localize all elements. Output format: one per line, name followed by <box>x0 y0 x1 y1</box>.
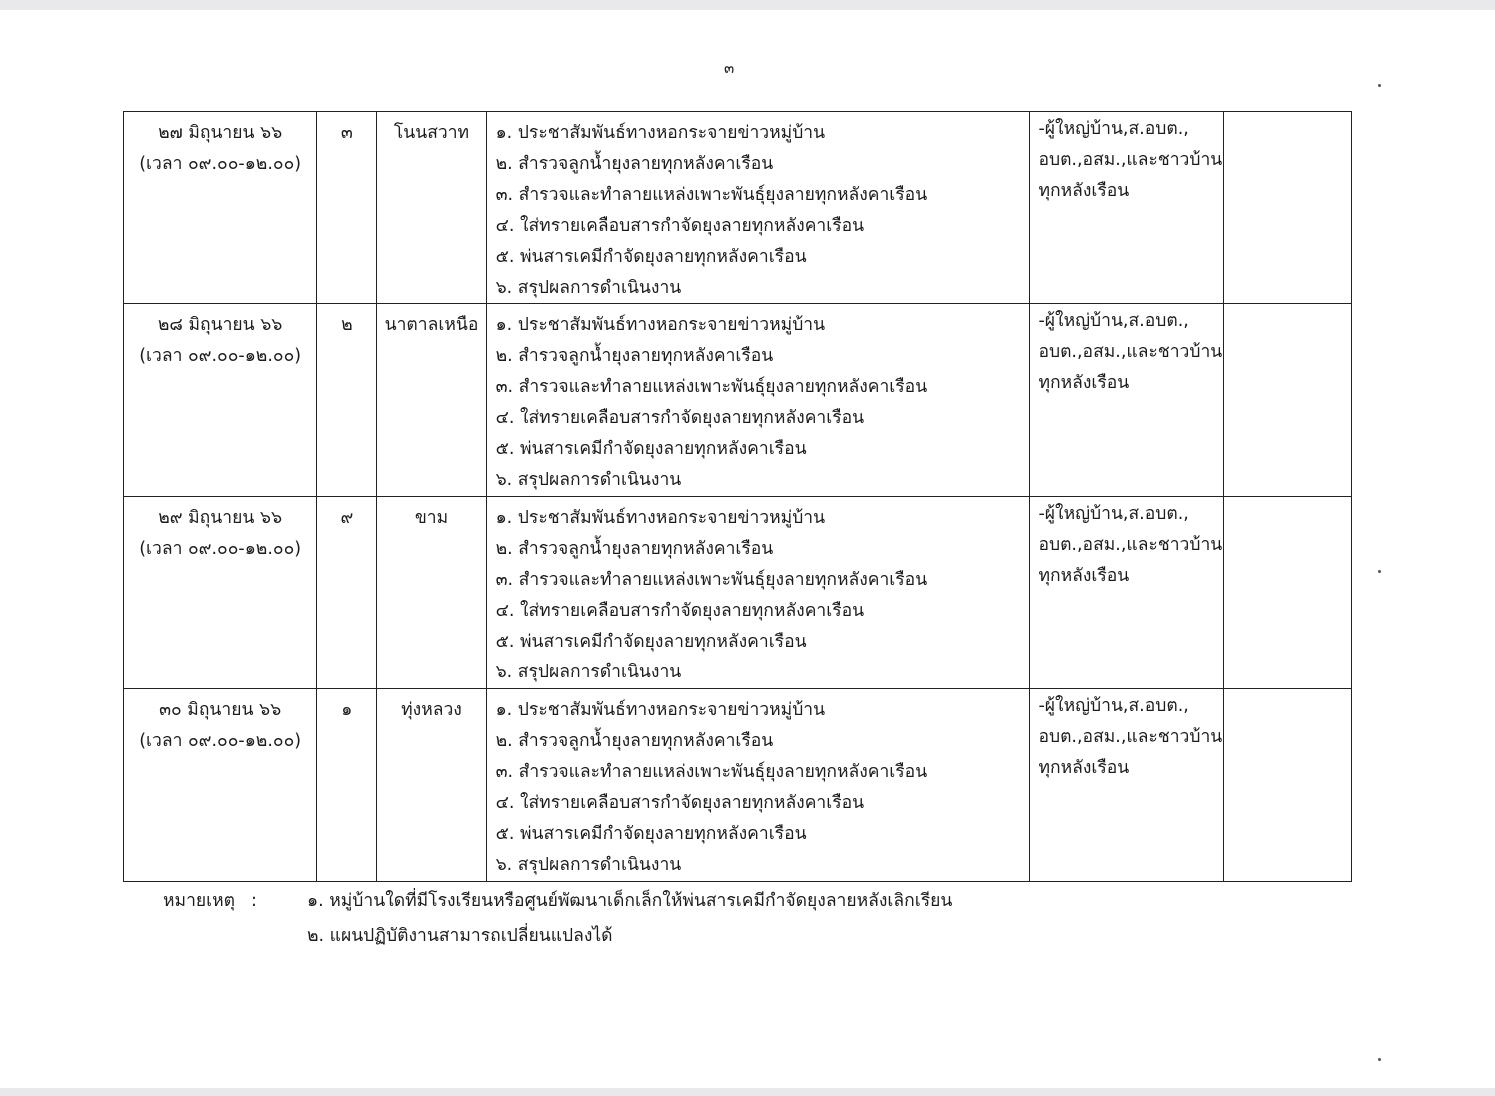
scan-speck <box>1378 570 1381 573</box>
participants-line: -ผู้ใหญ่บ้าน,ส.อบต., <box>1038 119 1189 139</box>
activity-item: ๕. พ่นสารเคมีกำจัดยุงลายทุกหลังคาเรือน <box>495 823 807 844</box>
participants-line: อบต.,อสม.,และชาวบ้าน <box>1038 727 1223 748</box>
scan-speck <box>1378 84 1381 87</box>
date-text: ๒๗ มิถุนายน ๖๖ <box>158 123 283 143</box>
village-name-cell: ทุ่งหลวง <box>377 689 486 881</box>
participants-line: -ผู้ใหญ่บ้าน,ส.อบต., <box>1038 503 1189 524</box>
activity-item: ๒. สำรวจลูกน้ำยุงลายทุกหลังคาเรือน <box>495 153 774 174</box>
activities-cell <box>486 304 1030 496</box>
village-name-cell: โนนสวาท <box>377 112 486 304</box>
participants-line: ทุกหลังเรือน <box>1038 181 1130 201</box>
activity-item: ๑. ประชาสัมพันธ์ทางหอกระจายข่าวหมู่บ้าน <box>495 315 826 336</box>
time-text: (เวลา ๐๙.๐๐-๑๒.๐๐) <box>139 731 302 752</box>
participants-line: -ผู้ใหญ่บ้าน,ส.อบต., <box>1038 311 1189 332</box>
activity-item: ๖. สรุปผลการดำเนินงาน <box>495 854 682 875</box>
participants-line: ทุกหลังเรือน <box>1038 565 1130 586</box>
table-row <box>124 112 1352 304</box>
date-cell <box>124 689 317 881</box>
activity-item: ๖. สรุปผลการดำเนินงาน <box>495 469 682 490</box>
table-row <box>124 496 1352 688</box>
note-item: ๒. แผนปฏิบัติงานสามารถเปลี่ยนแปลงได้ <box>307 926 613 946</box>
village-number-cell: ๑ <box>317 689 377 881</box>
empty-note-cell <box>1223 112 1351 304</box>
activity-item: ๕. พ่นสารเคมีกำจัดยุงลายทุกหลังคาเรือน <box>495 246 807 267</box>
participants-line: อบต.,อสม.,และชาวบ้าน <box>1038 150 1223 170</box>
activity-item: ๔. ใส่ทรายเคลือบสารกำจัดยุงลายทุกหลังคาเรือน <box>495 408 865 429</box>
empty-note-cell <box>1223 496 1351 688</box>
activities-cell <box>486 496 1030 688</box>
activities-cell <box>486 112 1030 304</box>
activity-item: ๓. สำรวจและทำลายแหล่งเพาะพันธุ์ยุงลายทุกหลังคาเรือน <box>495 762 928 783</box>
document-page <box>0 10 1495 1088</box>
notes-label: หมายเหตุ <box>163 891 236 911</box>
participants-line: -ผู้ใหญ่บ้าน,ส.อบต., <box>1038 696 1189 717</box>
time-text: (เวลา ๐๙.๐๐-๑๒.๐๐) <box>139 346 302 367</box>
activity-item: ๒. สำรวจลูกน้ำยุงลายทุกหลังคาเรือน <box>495 346 774 367</box>
activity-item: ๒. สำรวจลูกน้ำยุงลายทุกหลังคาเรือน <box>495 538 774 559</box>
date-text: ๒๙ มิถุนายน ๖๖ <box>158 507 283 528</box>
participants-cell <box>1030 304 1223 496</box>
time-text: (เวลา ๐๙.๐๐-๑๒.๐๐) <box>139 538 302 559</box>
activity-item: ๖. สรุปผลการดำเนินงาน <box>495 662 682 683</box>
activity-item: ๔. ใส่ทรายเคลือบสารกำจัดยุงลายทุกหลังคาเรือน <box>495 215 865 236</box>
activities-cell <box>486 689 1030 881</box>
date-text: ๓๐ มิถุนายน ๖๖ <box>159 700 282 721</box>
activity-item: ๓. สำรวจและทำลายแหล่งเพาะพันธุ์ยุงลายทุกหลังคาเรือน <box>495 377 928 398</box>
date-cell <box>124 304 317 496</box>
village-number-cell: ๓ <box>317 112 377 304</box>
time-text: (เวลา ๐๙.๐๐-๑๒.๐๐) <box>139 154 302 174</box>
activity-item: ๓. สำรวจและทำลายแหล่งเพาะพันธุ์ยุงลายทุกหลังคาเรือน <box>495 184 928 205</box>
activity-item: ๕. พ่นสารเคมีกำจัดยุงลายทุกหลังคาเรือน <box>495 439 807 460</box>
participants-cell <box>1030 112 1223 304</box>
village-number-cell: ๒ <box>317 304 377 496</box>
date-cell <box>124 496 317 688</box>
village-number-cell: ๙ <box>317 496 377 688</box>
activity-item: ๕. พ่นสารเคมีกำจัดยุงลายทุกหลังคาเรือน <box>495 631 807 652</box>
participants-line: อบต.,อสม.,และชาวบ้าน <box>1038 342 1223 363</box>
notes-list <box>307 884 952 954</box>
activity-item: ๑. ประชาสัมพันธ์ทางหอกระจายข่าวหมู่บ้าน <box>495 123 826 143</box>
schedule-table <box>123 111 1352 882</box>
participants-cell <box>1030 689 1223 881</box>
participants-line: ทุกหลังเรือน <box>1038 373 1130 394</box>
empty-note-cell <box>1223 689 1351 881</box>
activity-item: ๑. ประชาสัมพันธ์ทางหอกระจายข่าวหมู่บ้าน <box>495 700 826 721</box>
village-name-cell: นาตาลเหนือ <box>377 304 486 496</box>
activity-item: ๔. ใส่ทรายเคลือบสารกำจัดยุงลายทุกหลังคาเรือน <box>495 600 865 621</box>
table-row <box>124 689 1352 881</box>
note-item: ๑. หมู่บ้านใดที่มีโรงเรียนหรือศูนย์พัฒนาเด็กเล็กให้พ่นสารเคมีกำจัดยุงลายหลังเลิกเรียน <box>307 891 953 911</box>
empty-note-cell <box>1223 304 1351 496</box>
participants-line: ทุกหลังเรือน <box>1038 758 1130 779</box>
participants-cell <box>1030 496 1223 688</box>
participants-line: อบต.,อสม.,และชาวบ้าน <box>1038 534 1223 555</box>
activity-item: ๒. สำรวจลูกน้ำยุงลายทุกหลังคาเรือน <box>495 731 774 752</box>
date-cell <box>124 112 317 304</box>
village-name-cell: ขาม <box>377 496 486 688</box>
activity-item: ๑. ประชาสัมพันธ์ทางหอกระจายข่าวหมู่บ้าน <box>495 507 826 528</box>
table-row <box>124 304 1352 496</box>
date-text: ๒๘ มิถุนายน ๖๖ <box>157 315 283 336</box>
page-number: ๓ <box>724 59 735 77</box>
activity-item: ๖. สรุปผลการดำเนินงาน <box>495 277 682 298</box>
activity-item: ๓. สำรวจและทำลายแหล่งเพาะพันธุ์ยุงลายทุกหลังคาเรือน <box>495 569 928 590</box>
activity-item: ๔. ใส่ทรายเคลือบสารกำจัดยุงลายทุกหลังคาเรือน <box>495 793 865 814</box>
notes-colon: : <box>251 891 257 911</box>
scan-speck <box>1378 1058 1381 1061</box>
